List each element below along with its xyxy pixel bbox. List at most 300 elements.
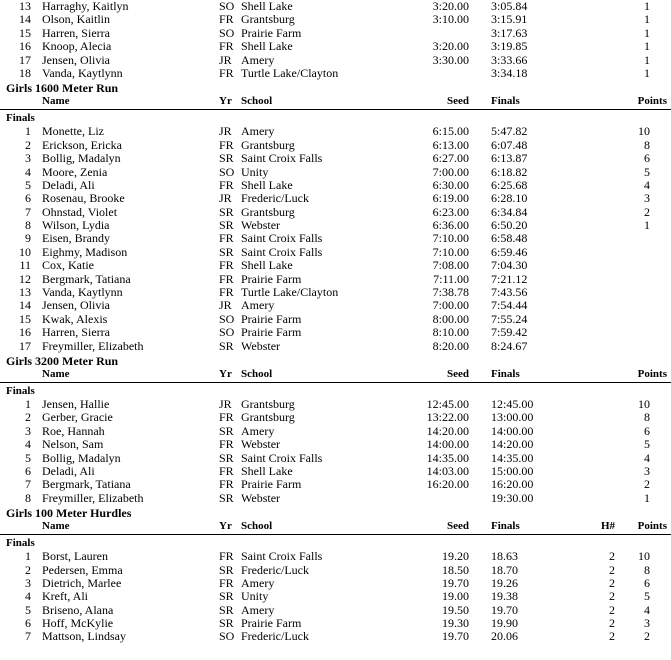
place-cell: 5 [25,602,31,617]
result-row [0,492,671,505]
points-cell: 1 [644,0,650,13]
athlete-name-cell: Knoop, Alecia [42,39,112,54]
seed-time-cell: 19.20 [442,549,469,564]
seed-time-cell: 18.50 [442,562,469,577]
year-cell: FR [219,575,234,590]
name-column-header: Name [42,95,70,108]
event-section [0,81,671,353]
points-cell: 1 [644,490,650,505]
points-cell: 6 [644,423,650,438]
event-title: Girls 1600 Meter Run [6,81,119,96]
athlete-name-cell: Ohnstad, Violet [42,204,118,219]
seed-time-cell: 7:11.00 [433,271,469,286]
athlete-name-cell: Rosenau, Brooke [42,191,125,206]
place-cell: 14 [19,298,31,313]
points-cell: 2 [644,629,650,644]
final-time-cell: 19.90 [491,616,518,631]
seed-time-cell: 19.70 [442,575,469,590]
result-row [0,411,671,424]
athlete-name-cell: Harren, Sierra [42,325,110,340]
seed-time-cell: 14:35.00 [426,450,469,465]
school-cell: Webster [241,437,281,452]
points-cell: 8 [644,562,650,577]
athlete-name-cell: Jensen, Olivia [42,52,110,67]
athlete-name-cell: Nelson, Sam [42,437,104,452]
school-cell: Frederic/Luck [241,629,309,644]
year-cell: SO [219,25,235,40]
final-time-cell: 18.63 [491,549,518,564]
year-cell: JR [219,396,232,411]
result-row [0,40,671,53]
seed-time-cell: 19.30 [442,616,469,631]
finals-column-header: Finals [491,95,520,108]
points-cell: 2 [644,477,650,492]
points-cell: 3 [644,191,650,206]
heat-number-cell: 2 [609,589,615,604]
school-cell: Grantsburg [241,204,295,219]
result-row [0,232,671,245]
school-cell: Shell Lake [241,177,293,192]
school-cell: Webster [241,490,281,505]
athlete-name-cell: Eighmy, Madison [42,244,128,259]
year-cell: SR [219,562,234,577]
place-cell: 5 [25,177,31,192]
year-cell: SR [219,602,234,617]
result-row [0,398,671,411]
year-cell: SR [219,589,234,604]
points-cell: 4 [644,450,650,465]
school-cell: Saint Croix Falls [241,244,323,259]
school-cell: Saint Croix Falls [241,450,323,465]
place-cell: 18 [19,65,31,80]
place-cell: 15 [19,25,31,40]
final-time-cell: 13:00.00 [491,410,534,425]
points-cell: 1 [644,12,650,27]
points-cell: 4 [644,177,650,192]
heat-number-cell: 2 [609,549,615,564]
seed-time-cell: 3:10.00 [432,12,469,27]
result-row [0,577,671,590]
year-cell: FR [219,477,234,492]
school-cell: Unity [241,164,269,179]
result-row [0,465,671,478]
school-cell: Prairie Farm [241,616,302,631]
seed-time-cell: 6:15.00 [432,124,469,139]
athlete-name-cell: Kreft, Ali [42,589,88,604]
heat-column-header: H# [600,520,615,533]
place-cell: 5 [25,450,31,465]
result-row [0,0,671,13]
school-cell: Prairie Farm [241,25,302,40]
final-time-cell: 19.70 [491,602,518,617]
school-cell: Amery [241,423,275,438]
place-cell: 4 [25,589,31,604]
final-time-cell: 6:59.46 [491,244,528,259]
athlete-name-cell: Jensen, Olivia [42,298,110,313]
place-cell: 15 [19,311,31,326]
school-cell: Amery [241,52,275,67]
school-cell: Unity [241,589,269,604]
name-column-header: Name [42,367,70,380]
heat-number-cell: 2 [609,575,615,590]
place-cell: 2 [25,562,31,577]
place-cell: 6 [25,191,31,206]
athlete-name-cell: Dietrich, Marlee [42,575,122,590]
previous-event-continuation [0,0,671,80]
school-cell: Shell Lake [241,39,293,54]
school-cell: Frederic/Luck [241,562,309,577]
year-cell: SR [219,151,234,166]
year-cell: JR [219,298,232,313]
school-cell: Saint Croix Falls [241,231,323,246]
points-cell: 6 [644,151,650,166]
year-cell: FR [219,258,234,273]
final-time-cell: 14:00.00 [491,423,534,438]
school-cell: Webster [241,218,281,233]
place-cell: 3 [25,151,31,166]
year-cell: SR [219,204,234,219]
final-time-cell: 6:07.48 [491,137,528,152]
header-divider [0,534,671,535]
seed-time-cell: 7:08.00 [432,258,469,273]
year-cell: SR [219,450,234,465]
year-cell: FR [219,39,234,54]
athlete-name-cell: Freymiller, Elizabeth [42,490,144,505]
place-cell: 7 [25,629,31,644]
name-column-header: Name [42,520,70,533]
school-cell: Frederic/Luck [241,191,309,206]
athlete-name-cell: Deladi, Ali [42,463,95,478]
year-cell: SR [219,338,234,353]
place-cell: 6 [25,463,31,478]
year-cell: FR [219,549,234,564]
athlete-name-cell: Deladi, Ali [42,177,95,192]
seed-time-cell: 6:36.00 [432,218,469,233]
round-label: Finals [6,112,35,125]
result-row [0,273,671,286]
final-time-cell: 14:20.00 [491,437,534,452]
result-row [0,259,671,272]
athlete-name-cell: Bergmark, Tatiana [42,477,131,492]
result-row [0,54,671,67]
result-row [0,630,671,643]
result-row [0,67,671,80]
event-section [0,354,671,505]
school-cell: Turtle Lake/Clayton [241,285,339,300]
points-cell: 5 [644,589,650,604]
place-cell: 13 [19,0,31,13]
school-cell: Saint Croix Falls [241,549,323,564]
place-cell: 16 [19,325,31,340]
year-cell: SR [219,423,234,438]
year-cell: SR [219,218,234,233]
seed-time-cell: 8:10.00 [432,325,469,340]
year-cell: SO [219,629,235,644]
year-column-header: Yr [219,520,232,533]
final-time-cell: 15:00.00 [491,463,534,478]
athlete-name-cell: Vanda, Kaytlynn [42,65,123,80]
result-row [0,219,671,232]
seed-time-cell: 7:10.00 [432,244,469,259]
year-cell: FR [219,65,234,80]
athlete-name-cell: Harren, Sierra [42,25,110,40]
year-cell: JR [219,124,232,139]
school-cell: Prairie Farm [241,271,302,286]
final-time-cell: 6:58.48 [491,231,528,246]
final-time-cell: 19:30.00 [491,490,534,505]
result-row [0,246,671,259]
seed-time-cell: 6:13.00 [432,137,469,152]
seed-time-cell: 7:38.78 [432,285,469,300]
final-time-cell: 6:28.10 [491,191,528,206]
points-cell: 2 [644,204,650,219]
seed-time-cell: 19.00 [442,589,469,604]
school-cell: Prairie Farm [241,325,302,340]
seed-time-cell: 6:27.00 [432,151,469,166]
place-cell: 12 [19,271,31,286]
place-cell: 7 [25,204,31,219]
final-time-cell: 3:34.18 [491,65,528,80]
seed-time-cell: 7:00.00 [432,298,469,313]
place-cell: 2 [25,137,31,152]
points-cell: 10 [638,124,650,139]
result-row [0,452,671,465]
column-header-row [0,520,671,533]
place-cell: 14 [19,12,31,27]
school-column-header: School [241,367,273,380]
points-cell: 8 [644,410,650,425]
points-cell: 1 [644,65,650,80]
athlete-name-cell: Monette, Liz [42,124,104,139]
school-cell: Webster [241,338,281,353]
final-time-cell: 3:17.63 [491,25,528,40]
seed-time-cell: 14:00.00 [426,437,469,452]
school-cell: Saint Croix Falls [241,151,323,166]
seed-column-header: Seed [447,367,469,380]
seed-time-cell: 14:03.00 [426,463,469,478]
athlete-name-cell: Harraghy, Kaitlyn [42,0,129,13]
year-cell: FR [219,271,234,286]
final-time-cell: 3:33.66 [491,52,528,67]
year-cell: SO [219,325,235,340]
final-time-cell: 7:55.24 [491,311,528,326]
seed-time-cell: 16:20.00 [426,477,469,492]
place-cell: 8 [25,218,31,233]
points-cell: 10 [638,549,650,564]
year-cell: FR [219,463,234,478]
result-row [0,299,671,312]
points-cell: 3 [644,616,650,631]
athlete-name-cell: Bollig, Madalyn [42,151,121,166]
athlete-name-cell: Roe, Hannah [42,423,105,438]
year-cell: FR [219,437,234,452]
result-row [0,27,671,40]
points-cell: 5 [644,164,650,179]
final-time-cell: 6:25.68 [491,177,528,192]
school-cell: Grantsburg [241,396,295,411]
points-cell: 6 [644,575,650,590]
place-cell: 13 [19,285,31,300]
seed-time-cell: 14:20.00 [426,423,469,438]
heat-number-cell: 2 [609,616,615,631]
year-cell: SO [219,164,235,179]
header-divider [0,382,671,383]
school-cell: Shell Lake [241,463,293,478]
athlete-name-cell: Mattson, Lindsay [42,629,126,644]
result-row [0,192,671,205]
place-cell: 17 [19,338,31,353]
place-cell: 16 [19,39,31,54]
seed-time-cell: 19.50 [442,602,469,617]
final-time-cell: 18.70 [491,562,518,577]
points-cell: 1 [644,39,650,54]
school-cell: Shell Lake [241,0,293,13]
final-time-cell: 14:35.00 [491,450,534,465]
athlete-name-cell: Cox, Katie [42,258,94,273]
place-cell: 9 [25,231,31,246]
school-cell: Amery [241,575,275,590]
final-time-cell: 19.38 [491,589,518,604]
athlete-name-cell: Gerber, Gracie [42,410,113,425]
seed-time-cell: 3:30.00 [432,52,469,67]
result-row [0,604,671,617]
final-time-cell: 7:43.56 [491,285,528,300]
result-row [0,425,671,438]
school-cell: Amery [241,298,275,313]
seed-time-cell: 6:19.00 [432,191,469,206]
athlete-name-cell: Kwak, Alexis [42,311,108,326]
result-row [0,590,671,603]
final-time-cell: 3:05.84 [491,0,528,13]
school-cell: Grantsburg [241,12,295,27]
points-cell: 1 [644,25,650,40]
result-row [0,166,671,179]
year-cell: FR [219,410,234,425]
place-cell: 2 [25,410,31,425]
seed-time-cell: 6:30.00 [432,177,469,192]
result-row [0,438,671,451]
year-cell: FR [219,231,234,246]
year-cell: SO [219,311,235,326]
final-time-cell: 16:20.00 [491,477,534,492]
seed-column-header: Seed [447,520,469,533]
column-header-row [0,95,671,108]
final-time-cell: 5:47.82 [491,124,528,139]
seed-column-header: Seed [447,95,469,108]
place-cell: 3 [25,423,31,438]
result-row [0,313,671,326]
school-cell: Grantsburg [241,410,295,425]
final-time-cell: 6:13.87 [491,151,528,166]
points-cell: 1 [644,218,650,233]
athlete-name-cell: Briseno, Alana [42,602,114,617]
school-column-header: School [241,520,273,533]
place-cell: 4 [25,437,31,452]
seed-time-cell: 19.70 [442,629,469,644]
seed-time-cell: 13:22.00 [426,410,469,425]
round-label: Finals [6,384,35,397]
place-cell: 10 [19,244,31,259]
athlete-name-cell: Freymiller, Elizabeth [42,338,144,353]
final-time-cell: 3:19.85 [491,39,528,54]
final-time-cell: 7:21.12 [491,271,528,286]
result-row [0,550,671,563]
final-time-cell: 19.26 [491,575,518,590]
place-cell: 4 [25,164,31,179]
school-cell: Amery [241,602,275,617]
year-cell: JR [219,191,232,206]
school-cell: Grantsburg [241,137,295,152]
final-time-cell: 3:15.91 [491,12,528,27]
athlete-name-cell: Wilson, Lydia [42,218,110,233]
points-cell: 8 [644,137,650,152]
result-row [0,179,671,192]
seed-time-cell: 3:20.00 [432,39,469,54]
finals-column-header: Finals [491,520,520,533]
place-cell: 8 [25,490,31,505]
points-cell: 3 [644,463,650,478]
year-cell: FR [219,177,234,192]
final-time-cell: 7:59.42 [491,325,528,340]
event-title: Girls 3200 Meter Run [6,353,119,368]
year-column-header: Yr [219,95,232,108]
seed-time-cell: 7:10.00 [432,231,469,246]
year-cell: FR [219,285,234,300]
place-cell: 1 [25,549,31,564]
result-row [0,206,671,219]
seed-time-cell: 8:20.00 [432,338,469,353]
year-cell: SR [219,616,234,631]
result-row [0,478,671,491]
year-column-header: Yr [219,367,232,380]
school-cell: Turtle Lake/Clayton [241,65,339,80]
final-time-cell: 6:18.82 [491,164,528,179]
final-time-cell: 6:34.84 [491,204,528,219]
round-label: Finals [6,537,35,550]
athlete-name-cell: Eisen, Brandy [42,231,110,246]
place-cell: 7 [25,477,31,492]
final-time-cell: 20.06 [491,629,518,644]
result-row [0,139,671,152]
final-time-cell: 8:24.67 [491,338,528,353]
school-cell: Amery [241,124,275,139]
year-cell: FR [219,12,234,27]
points-column-header: Points [637,520,667,533]
final-time-cell: 6:50.20 [491,218,528,233]
points-cell: 4 [644,602,650,617]
athlete-name-cell: Bollig, Madalyn [42,450,121,465]
seed-time-cell: 12:45.00 [426,396,469,411]
place-cell: 6 [25,616,31,631]
year-cell: JR [219,52,232,67]
athlete-name-cell: Bergmark, Tatiana [42,271,131,286]
seed-time-cell: 8:00.00 [432,311,469,326]
year-cell: SO [219,0,235,13]
result-row [0,564,671,577]
school-column-header: School [241,95,273,108]
result-row [0,13,671,26]
athlete-name-cell: Borst, Lauren [42,549,108,564]
points-column-header: Points [637,367,667,380]
final-time-cell: 7:04.30 [491,258,528,273]
athlete-name-cell: Pedersen, Emma [42,562,123,577]
points-column-header: Points [637,95,667,108]
result-row [0,340,671,353]
athlete-name-cell: Vanda, Kaytlynn [42,285,123,300]
athlete-name-cell: Erickson, Ericka [42,137,122,152]
result-row [0,125,671,138]
year-cell: SR [219,244,234,259]
